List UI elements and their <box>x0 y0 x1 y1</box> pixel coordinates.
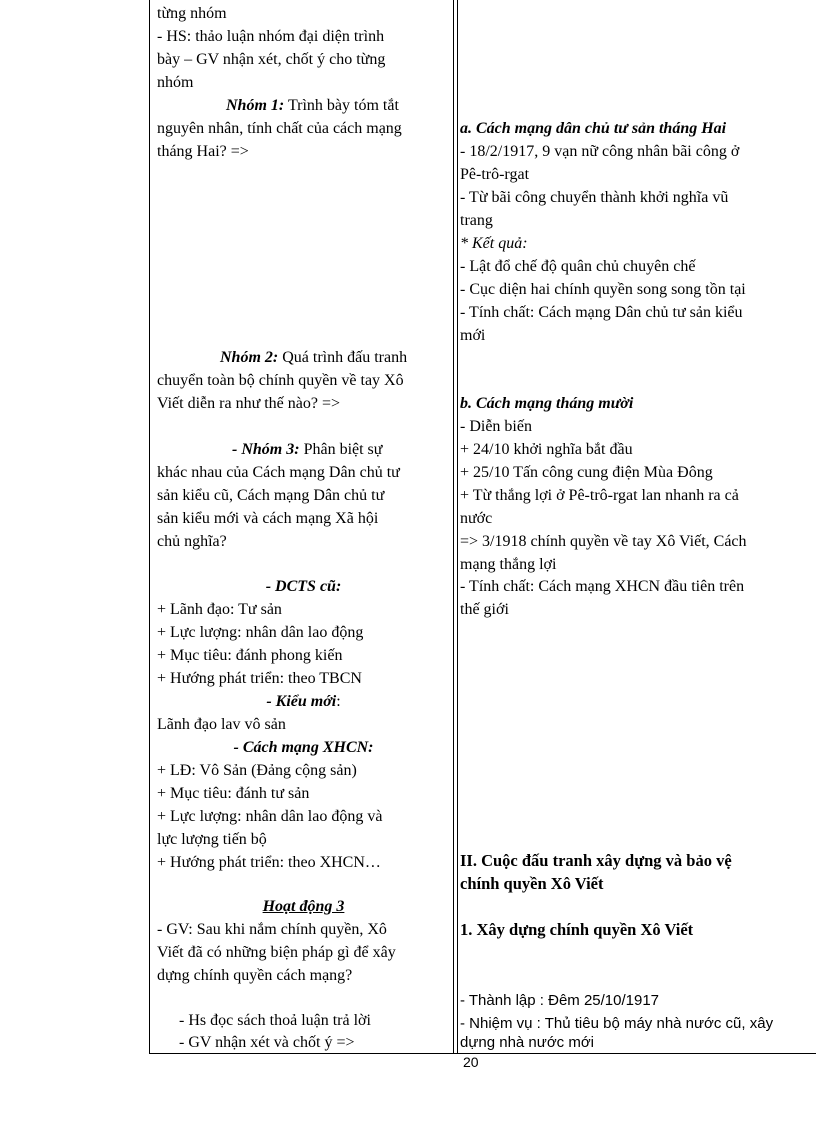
left-line: từng nhóm <box>157 5 227 22</box>
right-line: mạng thắng lợi <box>460 556 557 573</box>
section-b-heading: b. Cách mạng tháng mười <box>460 395 634 412</box>
group-1-text: Trình bày tóm tắt <box>284 97 399 114</box>
dcts-heading: - DCTS cũ: <box>265 578 342 595</box>
left-line: + Mục tiêu: đánh tư sản <box>157 785 310 802</box>
right-line: - Lật đổ chế độ quân chủ chuyên chế <box>460 258 696 275</box>
right-line: + 24/10 khởi nghĩa bắt đầu <box>460 441 633 458</box>
right-line: - Thành lập : Đêm 25/10/1917 <box>460 992 660 1009</box>
right-line: mới <box>460 327 486 344</box>
left-line: tháng Hai? => <box>157 143 249 160</box>
kieu-moi-heading <box>157 690 450 713</box>
section-2-heading: II. Cuộc đấu tranh xây dựng và bảo vệ <box>460 851 732 870</box>
right-line: Pê-trô-rgat <box>460 166 530 183</box>
left-line: sản kiểu cũ, Cách mạng Dân chủ tư <box>157 487 385 504</box>
left-line: chủ nghĩa? <box>157 533 227 550</box>
column-divider <box>453 0 458 1053</box>
group-2-label: Nhóm 2: <box>220 349 279 366</box>
right-line: + 25/10 Tấn công cung điện Mùa Đông <box>460 464 713 481</box>
left-line: + Hướng phát triển: theo XHCN… <box>157 854 381 871</box>
left-line: khác nhau của Cách mạng Dân chủ tư <box>157 464 400 481</box>
right-line: - Cục diện hai chính quyền song song tồn tại <box>460 281 746 298</box>
right-line: => 3/1918 chính quyền về tay Xô Viết, Cách <box>460 533 747 550</box>
right-line: - Tính chất: Cách mạng Dân chủ tư sản kiểu <box>460 304 743 321</box>
left-line: lực lượng tiến bộ <box>157 831 267 848</box>
group-3-prompt <box>232 438 382 461</box>
left-bullet: - GV nhận xét và chốt ý => <box>179 1034 355 1051</box>
page-number: 20 <box>463 1054 479 1070</box>
right-line: thế giới <box>460 601 509 618</box>
left-line: Viết diễn ra như thế nào? => <box>157 395 341 412</box>
right-line: nước <box>460 510 493 527</box>
kieu-moi-colon: : <box>336 693 341 710</box>
right-line: - Từ bãi công chuyển thành khởi nghĩa vũ <box>460 189 729 206</box>
left-line: dựng chính quyền cách mạng? <box>157 967 353 984</box>
group-3-label: - Nhóm 3: <box>232 441 300 458</box>
right-line: dựng nhà nước mới <box>460 1034 594 1051</box>
activity-3-heading: Hoạt động 3 <box>262 898 345 915</box>
right-line: trang <box>460 212 493 229</box>
left-line: sản kiểu mới và cách mạng Xã hội <box>157 510 379 527</box>
right-line: - 18/2/1917, 9 vạn nữ công nhân bãi công ở <box>460 143 740 160</box>
left-line: nhóm <box>157 74 194 91</box>
left-line: nguyên nhân, tính chất của cách mạng <box>157 120 402 137</box>
left-bullet: - Hs đọc sách thoả luận trả lời <box>179 1012 371 1029</box>
left-line: Viết đã có những biện pháp gì để xây <box>157 944 396 961</box>
result-label: * Kết quả: <box>460 235 528 252</box>
kieu-moi-label: - Kiểu mới <box>266 693 337 710</box>
left-line: - HS: thảo luận nhóm đại diện trình <box>157 28 385 45</box>
group-2-prompt <box>220 346 407 369</box>
left-line: + Hướng phát triển: theo TBCN <box>157 670 362 687</box>
right-line: - Nhiệm vụ : Thủ tiêu bộ máy nhà nước cũ, xây <box>460 1015 774 1032</box>
section-a-heading: a. Cách mạng dân chủ tư sản tháng Hai <box>460 120 727 137</box>
right-line: - Diễn biến <box>460 418 532 435</box>
left-line: + LĐ: Vô Sản (Đảng cộng sản) <box>157 762 357 779</box>
left-line: chuyển toàn bộ chính quyền về tay Xô <box>157 372 404 389</box>
left-line: Lãnh đạo lav vô sản <box>157 716 286 733</box>
left-line: + Lực lượng: nhân dân lao động <box>157 624 364 641</box>
group-2-text: Quá trình đấu tranh <box>278 349 408 366</box>
left-line: bày – GV nhận xét, chốt ý cho từng <box>157 51 386 68</box>
group-1-label: Nhóm 1: <box>226 97 285 114</box>
subsection-1-heading: 1. Xây dựng chính quyền Xô Viết <box>460 920 694 939</box>
left-line: + Lãnh đạo: Tư sản <box>157 601 282 618</box>
section-2-heading-cont: chính quyền Xô Viết <box>460 874 604 893</box>
left-line: - GV: Sau khi nắm chính quyền, Xô <box>157 921 387 938</box>
left-line: + Mục tiêu: đánh phong kiến <box>157 647 343 664</box>
right-line: + Từ thắng lợi ở Pê-trô-rgat lan nhanh ra cả <box>460 487 739 504</box>
xhcn-heading: - Cách mạng XHCN: <box>233 739 374 756</box>
right-line: - Tính chất: Cách mạng XHCN đầu tiên trên <box>460 578 745 595</box>
left-line: + Lực lượng: nhân dân lao động và <box>157 808 383 825</box>
group-1-prompt <box>226 94 399 117</box>
group-3-text: Phân biệt sự <box>299 441 383 458</box>
